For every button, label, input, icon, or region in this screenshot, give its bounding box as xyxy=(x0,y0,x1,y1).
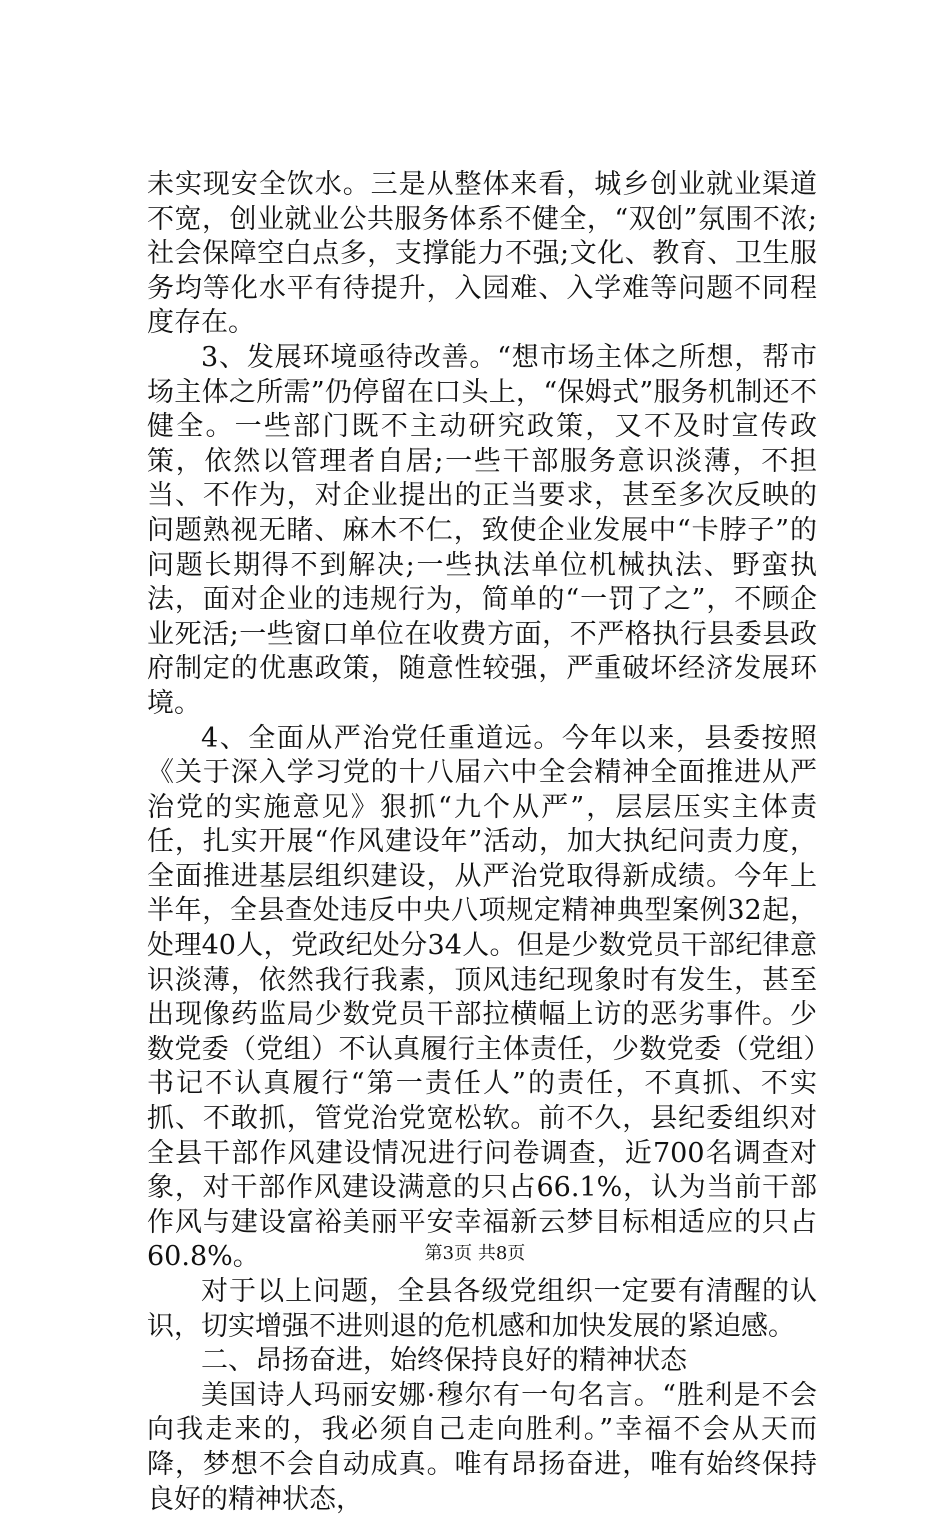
page-number-footer: 第3页 共8页 xyxy=(424,1243,526,1264)
body-text xyxy=(147,168,817,1517)
paragraph-continuation: 未实现安全饮水。三是从整体来看，城乡创业就业渠道不宽，创业就业公共服务体系不健全，“双创”氛围不浓;社会保障空白点多，支撑能力不强;文化、教育、卫生服务均等化水平有待提升，入园难、入学难等问题不同程度存在。 xyxy=(147,169,817,339)
paragraph-summary: 对于以上问题，全县各级党组织一定要有清醒的认识，切实增强不进则退的危机感和加快发展的紧迫感。 xyxy=(147,1276,817,1342)
section-heading: 二、昂扬奋进，始终保持良好的精神状态 xyxy=(201,1345,687,1377)
paragraph-party-governance: 4、全面从严治党任重道远。今年以来，县委按照《关于深入学习党的十八届六中全会精神全面推进从严治党的实施意见》狠抓“九个从严”，层层压实主体责任，扎实开展“作风建设年”活动，加大执纪问责力度，全面推进基层组织建设，从严治党取得新成绩。今年上半年，全县查处违反中央八项规定精神典型案例32起，处理40人，党政纪处分34人。但是少数党员干部纪律意识淡薄，依然我行我素，顶风违纪现象时有发生，甚至出现像药监局少数党员干部拉横幅上访的恶劣事件。少数党委（党组）不认真履行主体责任，少数党委（党组）书记不认真履行“第一责任人”的责任，不真抓、不实抓、不敢抓，管党治党宽松软。前不久，县纪委组织对全县干部作风建设情况进行问卷调查，近700名调查对象，对干部作风建设满意的只占66.1%，认为当前干部作风与建设富裕美丽平安幸福新云梦目标相适应的只占60.8%。 xyxy=(147,722,817,1273)
paragraph-quote: 美国诗人玛丽安娜·穆尔有一句名言。“胜利是不会向我走来的，我必须自己走向胜利。”幸福不会从天而降，梦想不会自动成真。唯有昂扬奋进，唯有始终保持良好的精神状态， xyxy=(147,1379,817,1515)
paragraph-development-environment: 3、发展环境亟待改善。“想市场主体之所想，帮市场主体之所需”仍停留在口头上，“保姆式”服务机制还不健全。一些部门既不主动研究政策，又不及时宣传政策，依然以管理者自居;一些干部服务意识淡薄，不担当、不作为，对企业提出的正当要求，甚至多次反映的问题熟视无睹、麻木不仁，致使企业发展中“卡脖子”的问题长期得不到解决;一些执法单位机械执法、野蛮执法，面对企业的违规行为，简单的“一罚了之”，不顾企业死活;一些窗口单位在收费方面，不严格执行县委县政府制定的优惠政策，随意性较强，严重破坏经济发展环境。 xyxy=(147,341,817,719)
